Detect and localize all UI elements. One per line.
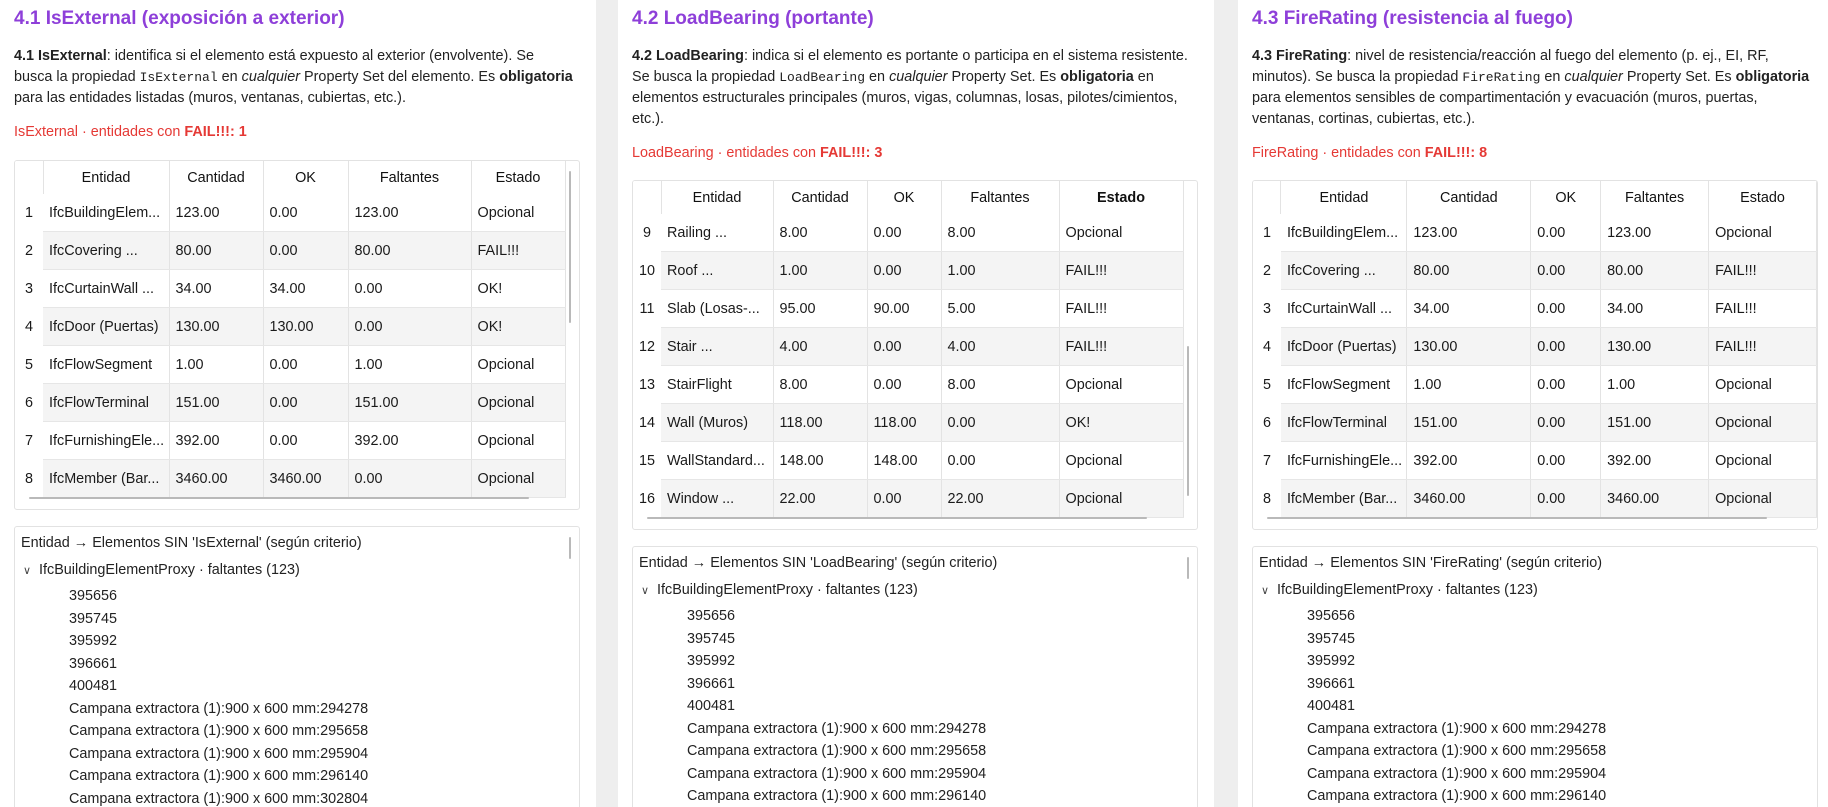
tree-parent-node[interactable] xyxy=(23,562,300,578)
cell-estado[interactable]: Opcional xyxy=(471,384,565,422)
row-number: 7 xyxy=(1262,452,1271,469)
cell-cantidad[interactable]: 80.00 xyxy=(169,232,263,270)
row-number: 6 xyxy=(24,394,33,411)
column-header-cantidad[interactable]: Cantidad xyxy=(169,161,263,194)
cell-entidad[interactable]: IfcMember (Bar... xyxy=(43,460,169,498)
column-header-ok[interactable]: OK xyxy=(263,161,348,194)
cell-cantidad[interactable]: 95.00 xyxy=(773,290,867,328)
column-header-entidad[interactable]: Entidad xyxy=(661,181,773,214)
cell-cantidad[interactable]: 8.00 xyxy=(773,366,867,404)
cell-ok[interactable]: 0.00 xyxy=(867,366,941,404)
tree-item[interactable]: 400481 xyxy=(69,678,118,694)
tree-item[interactable]: 395745 xyxy=(1307,630,1356,647)
cell-faltantes[interactable]: 8.00 xyxy=(941,214,1059,252)
cell-faltantes[interactable]: 1.00 xyxy=(941,252,1059,290)
column-header-estado[interactable]: Estado xyxy=(1709,181,1817,214)
table-row[interactable] xyxy=(633,366,1183,404)
cell-faltantes[interactable]: 4.00 xyxy=(941,328,1059,366)
table-row[interactable] xyxy=(1253,480,1817,518)
cell-estado[interactable]: Opcional xyxy=(1709,480,1817,518)
row-number: 5 xyxy=(24,356,33,373)
cell-entidad[interactable]: Slab (Losas-... xyxy=(661,290,773,328)
tree-header: Entidad → Elementos SIN 'LoadBearing' (según criterio) xyxy=(639,555,998,571)
tree-item[interactable]: Campana extractora (1):900 x 600 mm:296140 xyxy=(1307,788,1607,804)
header-row xyxy=(633,181,1183,214)
cell-faltantes[interactable]: 0.00 xyxy=(348,308,471,346)
cell-entidad[interactable]: Roof ... xyxy=(661,252,773,290)
vertical-scrollbar[interactable] xyxy=(1187,346,1189,496)
column-header-cantidad[interactable]: Cantidad xyxy=(1407,181,1531,214)
table-row[interactable] xyxy=(633,442,1183,480)
column-header-entidad[interactable]: Entidad xyxy=(43,161,169,194)
row-number: 4 xyxy=(1262,338,1271,355)
tree-item[interactable]: 396661 xyxy=(1307,675,1356,692)
column-header-faltantes[interactable]: Faltantes xyxy=(1601,181,1709,214)
tree-item[interactable]: Campana extractora (1):900 x 600 mm:295658 xyxy=(1307,743,1607,759)
cell-estado[interactable]: Opcional xyxy=(1709,442,1817,480)
tree-parent-label: IfcBuildingElementProxy · faltantes (123) xyxy=(39,562,300,578)
missing-elements-tree[interactable] xyxy=(632,546,1198,807)
cell-cantidad[interactable]: 1.00 xyxy=(1407,366,1531,404)
cell-faltantes[interactable]: 0.00 xyxy=(348,270,471,308)
cell-ok[interactable]: 0.00 xyxy=(1531,404,1601,442)
tree-item[interactable]: 395992 xyxy=(687,653,736,669)
cell-ok[interactable]: 0.00 xyxy=(1531,480,1601,518)
tree-item[interactable]: Campana extractora (1):900 x 600 mm:295658 xyxy=(69,723,369,739)
cell-estado[interactable]: FAIL!!! xyxy=(1059,290,1183,328)
cell-entidad[interactable]: StairFlight xyxy=(661,366,773,404)
cell-estado[interactable]: OK! xyxy=(1059,404,1183,442)
row-number: 6 xyxy=(1262,414,1271,431)
cell-ok[interactable]: 0.00 xyxy=(263,194,348,232)
cell-faltantes[interactable]: 3460.00 xyxy=(1601,480,1709,518)
cell-cantidad[interactable]: 130.00 xyxy=(1407,328,1531,366)
cell-cantidad[interactable]: 22.00 xyxy=(773,480,867,518)
tree-item[interactable]: Campana extractora (1):900 x 600 mm:294278 xyxy=(687,720,987,737)
cell-estado[interactable]: FAIL!!! xyxy=(1059,252,1183,290)
row-number: 16 xyxy=(638,490,655,507)
tree-header: Entidad → Elementos SIN 'FireRating' (según criterio) xyxy=(1259,555,1603,571)
cell-entidad[interactable]: IfcFlowSegment xyxy=(1281,366,1407,404)
section-description: 4.1 IsExternal: identifica si el elemento está expuesto al exterior (envolvente). Se busca la propiedad IsExternal en cualquier Property Set del elemento. Es obligatoria para las entidades listadas (muros, ventanas, cubiertas, etc.). xyxy=(14,48,573,106)
cell-estado[interactable]: FAIL!!! xyxy=(1709,252,1817,290)
cell-estado[interactable]: Opcional xyxy=(1709,366,1817,404)
cell-entidad[interactable]: Window ... xyxy=(661,480,773,518)
cell-ok[interactable]: 130.00 xyxy=(263,308,348,346)
cell-estado[interactable]: Opcional xyxy=(471,422,565,460)
results-table[interactable] xyxy=(632,180,1198,530)
horizontal-scrollbar[interactable] xyxy=(1267,517,1767,519)
column-header-cantidad[interactable]: Cantidad xyxy=(773,181,867,214)
table-row[interactable] xyxy=(633,404,1183,442)
cell-estado[interactable]: Opcional xyxy=(1709,404,1817,442)
cell-estado[interactable]: Opcional xyxy=(1059,480,1183,518)
tree-parent-node[interactable] xyxy=(1261,582,1538,598)
table-row[interactable] xyxy=(633,480,1183,518)
column-header-faltantes[interactable]: Faltantes xyxy=(941,181,1059,214)
cell-faltantes[interactable]: 130.00 xyxy=(1601,328,1709,366)
column-header-entidad[interactable]: Entidad xyxy=(1281,181,1407,214)
tree-item[interactable]: 400481 xyxy=(1307,698,1356,714)
cell-cantidad[interactable]: 34.00 xyxy=(169,270,263,308)
cell-entidad[interactable]: Stair ... xyxy=(661,328,773,366)
tree-item[interactable]: 396661 xyxy=(69,655,118,672)
chevron-down-icon[interactable]: ∨ xyxy=(1261,585,1270,597)
cell-entidad[interactable]: IfcCurtainWall ... xyxy=(43,270,169,308)
tree-item[interactable]: Campana extractora (1):900 x 600 mm:296140 xyxy=(687,788,987,804)
cell-cantidad[interactable]: 3460.00 xyxy=(1407,480,1531,518)
cell-ok[interactable]: 0.00 xyxy=(867,328,941,366)
row-number: 8 xyxy=(1262,490,1271,507)
firerating-panel xyxy=(1238,0,1828,807)
tree-item[interactable]: Campana extractora (1):900 x 600 mm:294278 xyxy=(1307,720,1607,737)
cell-faltantes[interactable]: 34.00 xyxy=(1601,290,1709,328)
cell-estado[interactable]: FAIL!!! xyxy=(471,232,565,270)
cell-faltantes[interactable]: 392.00 xyxy=(348,422,471,460)
cell-entidad[interactable]: IfcCurtainWall ... xyxy=(1281,290,1407,328)
missing-elements-tree[interactable] xyxy=(14,526,580,807)
cell-cantidad[interactable]: 1.00 xyxy=(169,346,263,384)
cell-ok[interactable]: 34.00 xyxy=(263,270,348,308)
table-row[interactable] xyxy=(1253,328,1817,366)
row-number: 9 xyxy=(642,224,651,241)
cell-entidad[interactable]: Wall (Muros) xyxy=(661,404,773,442)
chevron-down-icon[interactable]: ∨ xyxy=(23,565,32,577)
tree-parent-node[interactable] xyxy=(641,582,918,598)
table-row[interactable] xyxy=(633,252,1183,290)
cell-estado[interactable]: FAIL!!! xyxy=(1059,328,1183,366)
row-number: 10 xyxy=(638,262,655,279)
cell-faltantes[interactable]: 80.00 xyxy=(348,232,471,270)
cell-ok[interactable]: 0.00 xyxy=(1531,252,1601,290)
header-row xyxy=(1253,181,1817,214)
table-row[interactable] xyxy=(1253,290,1817,328)
tree-scrollbar[interactable] xyxy=(1187,557,1189,579)
column-header-ok[interactable]: OK xyxy=(1531,181,1601,214)
row-number: 2 xyxy=(24,242,33,259)
cell-cantidad[interactable]: 118.00 xyxy=(773,404,867,442)
tree-scrollbar[interactable] xyxy=(569,537,571,559)
cell-entidad[interactable]: WallStandard... xyxy=(661,442,773,480)
cell-ok[interactable]: 0.00 xyxy=(867,214,941,252)
cell-entidad[interactable]: Railing ... xyxy=(661,214,773,252)
cell-faltantes[interactable]: 8.00 xyxy=(941,366,1059,404)
tree-item[interactable]: 395656 xyxy=(69,588,118,604)
cell-estado[interactable]: Opcional xyxy=(1059,366,1183,404)
row-number: 14 xyxy=(638,414,655,431)
cell-faltantes[interactable]: 123.00 xyxy=(348,194,471,232)
tree-item[interactable]: Campana extractora (1):900 x 600 mm:295904 xyxy=(69,745,369,762)
results-table[interactable] xyxy=(1252,180,1818,530)
row-number: 3 xyxy=(1262,300,1271,317)
cell-ok[interactable]: 90.00 xyxy=(867,290,941,328)
row-number: 7 xyxy=(24,432,33,449)
row-number: 4 xyxy=(24,318,33,335)
fail-summary: IsExternal · entidades con FAIL!!!: 1 xyxy=(14,124,247,140)
cell-entidad[interactable]: IfcDoor (Puertas) xyxy=(1281,328,1407,366)
tree-item[interactable]: 396661 xyxy=(687,675,736,692)
column-header-estado[interactable]: Estado xyxy=(1059,181,1183,214)
tree-parent-label: IfcBuildingElementProxy · faltantes (123) xyxy=(657,582,918,598)
row-number: 11 xyxy=(639,300,655,317)
row-number-header xyxy=(633,181,661,214)
cell-ok[interactable]: 0.00 xyxy=(1531,328,1601,366)
tree-item[interactable]: 395745 xyxy=(69,610,118,627)
cell-faltantes[interactable]: 5.00 xyxy=(941,290,1059,328)
table-row[interactable] xyxy=(15,460,565,498)
cell-cantidad[interactable]: 3460.00 xyxy=(169,460,263,498)
section-title: 4.1 IsExternal (exposición a exterior) xyxy=(14,8,345,29)
row-number: 1 xyxy=(24,204,33,221)
fail-summary: FireRating · entidades con FAIL!!!: 8 xyxy=(1252,145,1488,161)
cell-ok[interactable]: 0.00 xyxy=(263,384,348,422)
cell-entidad[interactable]: IfcBuildingElem... xyxy=(43,194,169,232)
table-row[interactable] xyxy=(633,214,1183,252)
cell-cantidad[interactable]: 4.00 xyxy=(773,328,867,366)
cell-faltantes[interactable]: 0.00 xyxy=(941,404,1059,442)
results-grid xyxy=(15,161,566,498)
cell-ok[interactable]: 148.00 xyxy=(867,442,941,480)
cell-ok[interactable]: 0.00 xyxy=(1531,214,1601,252)
table-row[interactable] xyxy=(1253,366,1817,404)
cell-entidad[interactable]: IfcCovering ... xyxy=(43,232,169,270)
table-row[interactable] xyxy=(1253,214,1817,252)
section-title: 4.2 LoadBearing (portante) xyxy=(632,8,874,29)
cell-cantidad[interactable]: 123.00 xyxy=(1407,214,1531,252)
cell-entidad[interactable]: IfcDoor (Puertas) xyxy=(43,308,169,346)
table-row[interactable] xyxy=(15,422,565,460)
chevron-down-icon[interactable]: ∨ xyxy=(641,585,650,597)
column-header-faltantes[interactable]: Faltantes xyxy=(348,161,471,194)
cell-cantidad[interactable]: 1.00 xyxy=(773,252,867,290)
cell-cantidad[interactable]: 151.00 xyxy=(169,384,263,422)
tree-item[interactable]: Campana extractora (1):900 x 600 mm:295658 xyxy=(687,743,987,759)
cell-entidad[interactable]: IfcFlowTerminal xyxy=(1281,404,1407,442)
horizontal-scrollbar[interactable] xyxy=(29,497,529,499)
row-number: 8 xyxy=(24,470,33,487)
cell-faltantes[interactable]: 0.00 xyxy=(348,460,471,498)
cell-entidad[interactable]: IfcCovering ... xyxy=(1281,252,1407,290)
row-number: 15 xyxy=(638,452,655,469)
results-grid xyxy=(1253,181,1817,518)
cell-estado[interactable]: Opcional xyxy=(471,194,565,232)
table-row[interactable] xyxy=(1253,404,1817,442)
cell-faltantes[interactable]: 0.00 xyxy=(941,442,1059,480)
cell-faltantes[interactable]: 1.00 xyxy=(1601,366,1709,404)
table-row[interactable] xyxy=(1253,252,1817,290)
cell-cantidad[interactable]: 151.00 xyxy=(1407,404,1531,442)
tree-item[interactable]: Campana extractora (1):900 x 600 mm:302804 xyxy=(69,790,369,807)
cell-ok[interactable]: 0.00 xyxy=(263,346,348,384)
fail-summary: LoadBearing · entidades con FAIL!!!: 3 xyxy=(632,145,883,161)
cell-estado[interactable]: Opcional xyxy=(1059,442,1183,480)
tree-children xyxy=(1307,605,1606,807)
cell-faltantes[interactable]: 392.00 xyxy=(1601,442,1709,480)
tree-item[interactable]: 395745 xyxy=(687,630,736,647)
tree-item[interactable]: Campana extractora (1):900 x 600 mm:294278 xyxy=(69,700,369,717)
tree-header: Entidad → Elementos SIN 'IsExternal' (según criterio) xyxy=(21,535,362,551)
tree-item[interactable]: Campana extractora (1):900 x 600 mm:295904 xyxy=(1307,765,1607,782)
cell-estado[interactable]: Opcional xyxy=(471,346,565,384)
cell-estado[interactable]: OK! xyxy=(471,270,565,308)
cell-faltantes[interactable]: 151.00 xyxy=(1601,404,1709,442)
cell-ok[interactable]: 0.00 xyxy=(263,232,348,270)
cell-estado[interactable]: FAIL!!! xyxy=(1709,290,1817,328)
tree-item[interactable]: 395656 xyxy=(1307,608,1356,624)
row-number-header xyxy=(15,161,43,194)
tree-item[interactable]: 400481 xyxy=(687,698,736,714)
cell-ok[interactable]: 0.00 xyxy=(263,422,348,460)
column-header-estado[interactable]: Estado xyxy=(471,161,565,194)
section-description: 4.3 FireRating: nivel de resistencia/reacción al fuego del elemento (p. ej., EI, RF, minutos). Se busca la propiedad FireRating en cualquier Property Set. Es obligatoria para elementos sensibles de compartimentación y evacuación (muros, puertas, ventanas, cortinas, cubiertas, etc.). xyxy=(1252,48,1810,127)
results-grid xyxy=(633,181,1184,518)
cell-estado[interactable]: Opcional xyxy=(1059,214,1183,252)
cell-ok[interactable]: 0.00 xyxy=(867,252,941,290)
cell-entidad[interactable]: IfcFlowSegment xyxy=(43,346,169,384)
cell-cantidad[interactable]: 8.00 xyxy=(773,214,867,252)
tree-item[interactable]: 395992 xyxy=(1307,653,1356,669)
cell-ok[interactable]: 3460.00 xyxy=(263,460,348,498)
results-table[interactable] xyxy=(14,160,580,510)
section-description: 4.2 LoadBearing: indica si el elemento es portante o participa en el sistema resistente. Se busca la propiedad LoadBearing en cualquier Property Set. Es obligatoria en elementos estructurales principales (muros, vigas, columnas, losas, pilotes/cimientos, etc.). xyxy=(632,48,1188,127)
table-row[interactable] xyxy=(15,346,565,384)
horizontal-scrollbar[interactable] xyxy=(647,517,1147,519)
column-header-ok[interactable]: OK xyxy=(867,181,941,214)
cell-faltantes[interactable]: 151.00 xyxy=(348,384,471,422)
header-row xyxy=(15,161,565,194)
cell-estado[interactable]: Opcional xyxy=(471,460,565,498)
cell-ok[interactable]: 0.00 xyxy=(1531,290,1601,328)
table-row[interactable] xyxy=(1253,442,1817,480)
cell-ok[interactable]: 0.00 xyxy=(867,480,941,518)
tree-item[interactable]: 395656 xyxy=(687,608,736,624)
row-number: 2 xyxy=(1262,262,1271,279)
table-row[interactable] xyxy=(15,232,565,270)
row-number-header xyxy=(1253,181,1281,214)
cell-cantidad[interactable]: 123.00 xyxy=(169,194,263,232)
cell-entidad[interactable]: IfcFurnishingEle... xyxy=(1281,442,1407,480)
table-row[interactable] xyxy=(15,194,565,232)
table-row[interactable] xyxy=(15,308,565,346)
cell-entidad[interactable]: IfcBuildingElem... xyxy=(1281,214,1407,252)
cell-estado[interactable]: Opcional xyxy=(1709,214,1817,252)
cell-ok[interactable]: 118.00 xyxy=(867,404,941,442)
cell-cantidad[interactable]: 130.00 xyxy=(169,308,263,346)
cell-entidad[interactable]: IfcFlowTerminal xyxy=(43,384,169,422)
table-row[interactable] xyxy=(15,270,565,308)
cell-cantidad[interactable]: 80.00 xyxy=(1407,252,1531,290)
table-row[interactable] xyxy=(633,328,1183,366)
cell-faltantes[interactable]: 123.00 xyxy=(1601,214,1709,252)
section-title: 4.3 FireRating (resistencia al fuego) xyxy=(1252,8,1573,29)
cell-faltantes[interactable]: 22.00 xyxy=(941,480,1059,518)
cell-estado[interactable]: FAIL!!! xyxy=(1709,328,1817,366)
missing-elements-tree[interactable] xyxy=(1252,546,1818,807)
cell-entidad[interactable]: IfcMember (Bar... xyxy=(1281,480,1407,518)
tree-item[interactable]: Campana extractora (1):900 x 600 mm:295904 xyxy=(687,765,987,782)
cell-estado[interactable]: OK! xyxy=(471,308,565,346)
cell-cantidad[interactable]: 148.00 xyxy=(773,442,867,480)
tree-children xyxy=(687,605,986,807)
row-number: 3 xyxy=(24,280,33,297)
cell-faltantes[interactable]: 1.00 xyxy=(348,346,471,384)
table-row[interactable] xyxy=(15,384,565,422)
tree-item[interactable]: 395992 xyxy=(69,633,118,649)
vertical-scrollbar[interactable] xyxy=(569,171,571,323)
tree-children xyxy=(69,585,368,807)
row-number: 12 xyxy=(638,338,655,355)
cell-cantidad[interactable]: 34.00 xyxy=(1407,290,1531,328)
isexternal-panel xyxy=(0,0,596,807)
cell-entidad[interactable]: IfcFurnishingEle... xyxy=(43,422,169,460)
table-row[interactable] xyxy=(633,290,1183,328)
row-number: 5 xyxy=(1262,376,1271,393)
loadbearing-panel xyxy=(618,0,1214,807)
cell-ok[interactable]: 0.00 xyxy=(1531,442,1601,480)
row-number: 13 xyxy=(638,376,655,393)
row-number: 1 xyxy=(1262,224,1271,241)
cell-cantidad[interactable]: 392.00 xyxy=(1407,442,1531,480)
cell-cantidad[interactable]: 392.00 xyxy=(169,422,263,460)
cell-faltantes[interactable]: 80.00 xyxy=(1601,252,1709,290)
cell-ok[interactable]: 0.00 xyxy=(1531,366,1601,404)
tree-parent-label: IfcBuildingElementProxy · faltantes (123) xyxy=(1277,582,1538,598)
tree-item[interactable]: Campana extractora (1):900 x 600 mm:296140 xyxy=(69,768,369,784)
